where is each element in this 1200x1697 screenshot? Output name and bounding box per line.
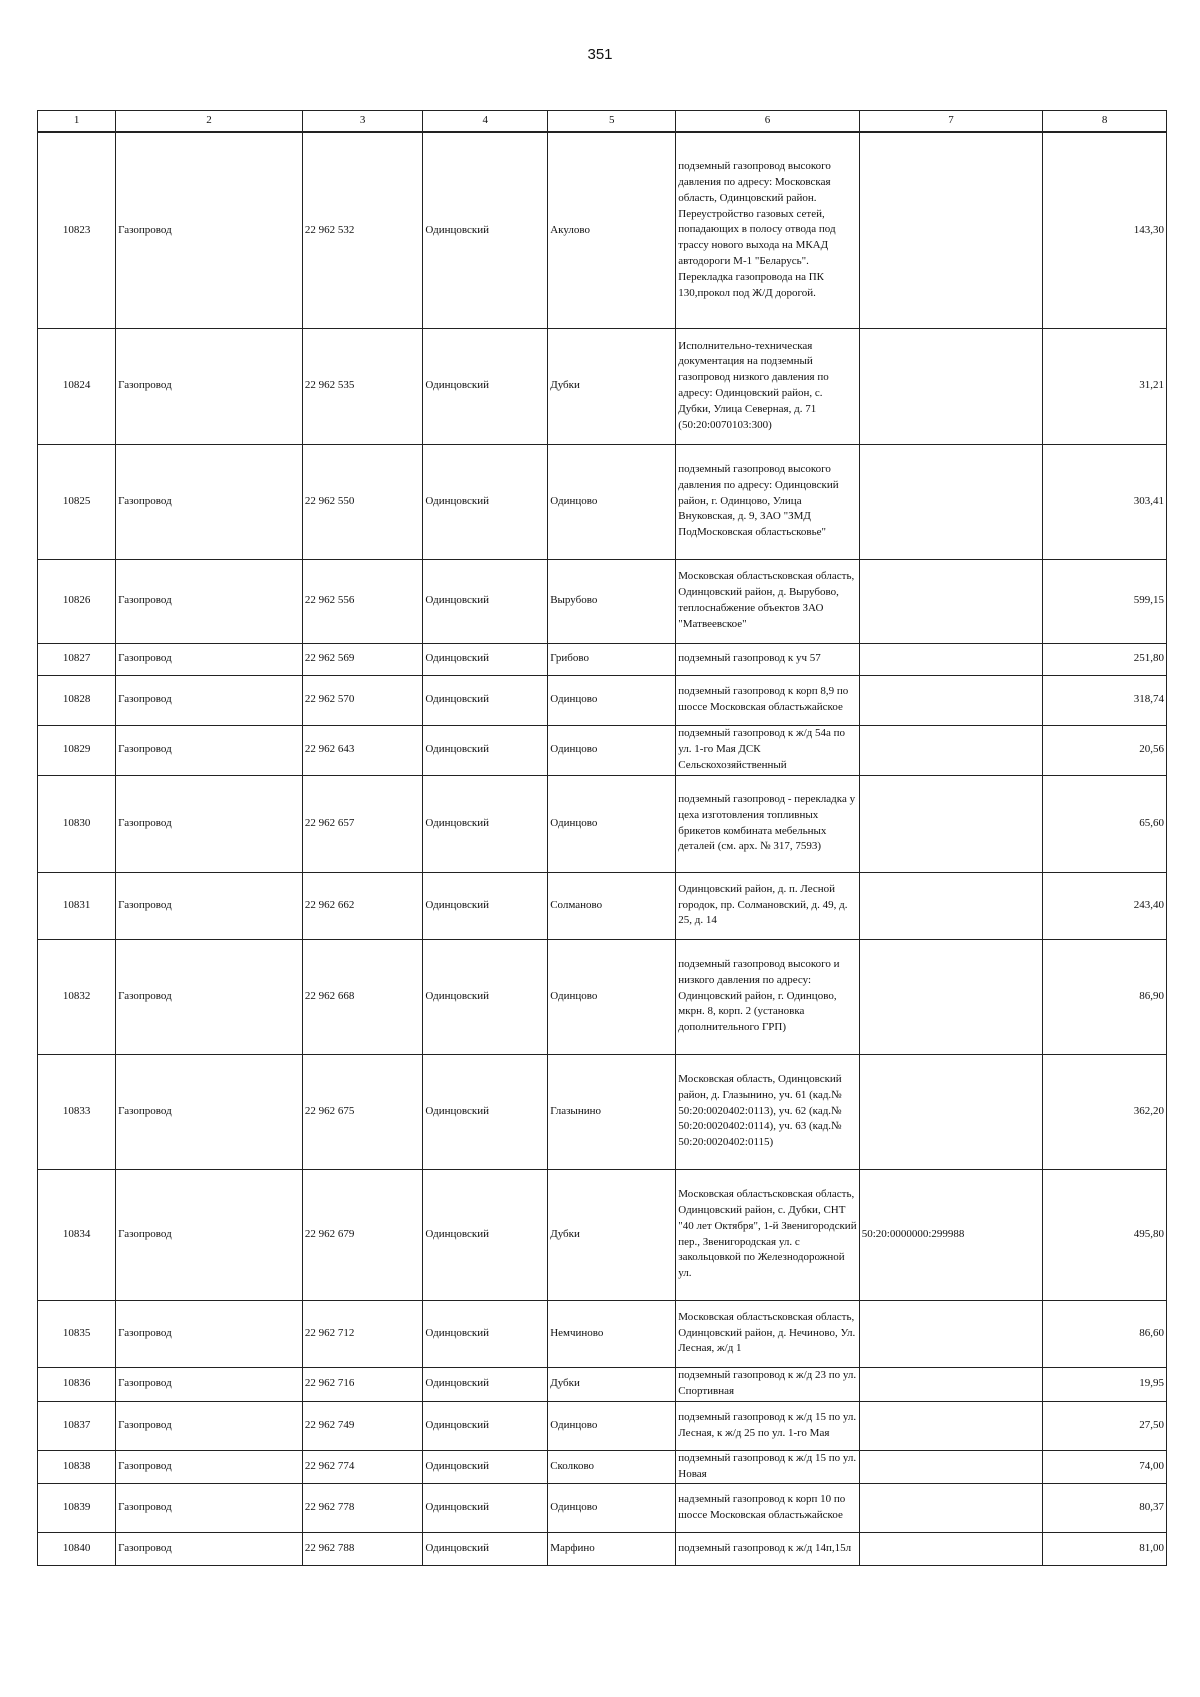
district: Одинцовский [423,1401,548,1450]
column-header: 4 [423,111,548,133]
cadastral-number [859,1367,1042,1401]
description: Московская область, Одинцовский район, д. Глазынино, уч. 61 (кад.№ 50:20:0020402:0113), уч. 62 (кад.№ 50:20:0020402:0114), уч. 63 (кад.№ 50:20:0020402:0115) [676,1054,859,1169]
locality: Дубки [548,1367,676,1401]
table-row [38,1532,1167,1565]
object-type: Газопровод [116,725,303,775]
cadastral-number [859,1532,1042,1565]
page-number: 351 [587,46,613,63]
row-number: 10835 [38,1300,116,1367]
length-value: 362,20 [1043,1054,1167,1169]
length-value: 19,95 [1043,1367,1167,1401]
district: Одинцовский [423,132,548,328]
description: подземный газопровод высокого давления по адресу: Московская область, Одинцовский район. Переустройство газовых сетей, попадающих в полосу отвода под трассу нового выхода на МКАД автодороги М-1 "Беларусь". Перекладка газопровода на ПК 130,прокол под Ж/Д дорогой. [676,132,859,328]
locality: Одинцово [548,775,676,872]
row-number: 10838 [38,1450,116,1483]
locality: Одинцово [548,939,676,1054]
object-type: Газопровод [116,1300,303,1367]
row-number: 10836 [38,1367,116,1401]
description: подземный газопровод к ж/д 15 по ул. Лесная, к ж/д 25 по ул. 1-го Мая [676,1401,859,1450]
length-value: 65,60 [1043,775,1167,872]
object-type: Газопровод [116,643,303,675]
row-number: 10834 [38,1169,116,1300]
description: Московская областьсковская область, Одинцовский район, с. Дубки, СНТ "40 лет Октября", 1-й Звенигородский пер., Звенигородская ул. с закольцовкой по Железнодорожной ул. [676,1169,859,1300]
object-code: 22 962 749 [302,1401,422,1450]
district: Одинцовский [423,1300,548,1367]
length-value: 318,74 [1043,675,1167,725]
row-number: 10824 [38,328,116,444]
description: Московская областьсковская область, Одинцовский район, д. Нечиново, Ул. Лесная, ж/д 1 [676,1300,859,1367]
district: Одинцовский [423,725,548,775]
table-row [38,1300,1167,1367]
table-row [38,1054,1167,1169]
object-type: Газопровод [116,1532,303,1565]
object-type: Газопровод [116,1401,303,1450]
header-row [38,111,1167,133]
locality: Одинцово [548,675,676,725]
length-value: 251,80 [1043,643,1167,675]
object-type: Газопровод [116,328,303,444]
locality: Вырубово [548,559,676,643]
cadastral-number [859,1300,1042,1367]
length-value: 31,21 [1043,328,1167,444]
row-number: 10839 [38,1483,116,1532]
row-number: 10831 [38,872,116,939]
object-code: 22 962 788 [302,1532,422,1565]
object-type: Газопровод [116,559,303,643]
column-header: 6 [676,111,859,133]
object-type: Газопровод [116,1450,303,1483]
district: Одинцовский [423,1532,548,1565]
table-row [38,444,1167,559]
cadastral-number [859,775,1042,872]
description: подземный газопровод к ж/д 54а по ул. 1-го Мая ДСК Сельскохозяйственный [676,725,859,775]
description: подземный газопровод высокого давления по адресу: Одинцовский район, г. Одинцово, Улица Внуковская, д. 9, ЗАО "ЗМД ПодМосковская областьсковье" [676,444,859,559]
row-number: 10837 [38,1401,116,1450]
locality: Одинцово [548,1483,676,1532]
district: Одинцовский [423,675,548,725]
cadastral-number [859,939,1042,1054]
district: Одинцовский [423,1054,548,1169]
column-header: 5 [548,111,676,133]
cadastral-number [859,725,1042,775]
object-code: 22 962 532 [302,132,422,328]
description: подземный газопровод к ж/д 14п,15л [676,1532,859,1565]
length-value: 86,60 [1043,1300,1167,1367]
object-type: Газопровод [116,1367,303,1401]
object-type: Газопровод [116,1054,303,1169]
district: Одинцовский [423,1169,548,1300]
description: Московская областьсковская область, Одинцовский район, д. Вырубово, теплоснабжение объектов ЗАО "Матвеевское" [676,559,859,643]
length-value: 495,80 [1043,1169,1167,1300]
length-value: 86,90 [1043,939,1167,1054]
table-row [38,328,1167,444]
length-value: 243,40 [1043,872,1167,939]
object-code: 22 962 569 [302,643,422,675]
object-code: 22 962 657 [302,775,422,872]
table-row [38,1367,1167,1401]
description: надземный газопровод к корп 10 по шоссе Московская областьжайское [676,1483,859,1532]
locality: Грибово [548,643,676,675]
table-row [38,643,1167,675]
cadastral-number [859,675,1042,725]
row-number: 10825 [38,444,116,559]
object-code: 22 962 550 [302,444,422,559]
locality: Дубки [548,1169,676,1300]
table-row [38,725,1167,775]
object-type: Газопровод [116,872,303,939]
district: Одинцовский [423,1483,548,1532]
row-number: 10833 [38,1054,116,1169]
district: Одинцовский [423,1367,548,1401]
locality: Акулово [548,132,676,328]
table-row [38,939,1167,1054]
object-type: Газопровод [116,1483,303,1532]
table-row [38,775,1167,872]
row-number: 10840 [38,1532,116,1565]
locality: Сколково [548,1450,676,1483]
row-number: 10830 [38,775,116,872]
length-value: 81,00 [1043,1532,1167,1565]
locality: Одинцово [548,725,676,775]
row-number: 10827 [38,643,116,675]
column-header: 7 [859,111,1042,133]
object-code: 22 962 643 [302,725,422,775]
locality: Марфино [548,1532,676,1565]
table-row [38,1450,1167,1483]
description: подземный газопровод - перекладка у цеха изготовления топливных брикетов комбината мебельных деталей (см. арх. № 317, 7593) [676,775,859,872]
cadastral-number [859,1483,1042,1532]
cadastral-number [859,559,1042,643]
cadastral-number [859,872,1042,939]
row-number: 10823 [38,132,116,328]
description: подземный газопровод к корп 8,9 по шоссе Московская областьжайское [676,675,859,725]
object-type: Газопровод [116,444,303,559]
table-row [38,675,1167,725]
district: Одинцовский [423,444,548,559]
length-value: 20,56 [1043,725,1167,775]
locality: Одинцово [548,1401,676,1450]
table-row [38,559,1167,643]
cadastral-number [859,1054,1042,1169]
description: подземный газопровод к ж/д 23 по ул. Спортивная [676,1367,859,1401]
district: Одинцовский [423,939,548,1054]
object-type: Газопровод [116,1169,303,1300]
description: Исполнительно-техническая документация на подземный газопровод низкого давления по адресу: Одинцовский район, с. Дубки, Улица Северная, д. 71 (50:20:0070103:300) [676,328,859,444]
object-code: 22 962 570 [302,675,422,725]
district: Одинцовский [423,559,548,643]
cadastral-number [859,132,1042,328]
table-row [38,1401,1167,1450]
locality: Солманово [548,872,676,939]
locality: Немчиново [548,1300,676,1367]
object-type: Газопровод [116,132,303,328]
description: подземный газопровод высокого и низкого давления по адресу: Одинцовский район, г. Одинцово, мкрн. 8, корп. 2 (установка дополнительного ГРП) [676,939,859,1054]
object-code: 22 962 712 [302,1300,422,1367]
column-header: 8 [1043,111,1167,133]
cadastral-number: 50:20:0000000:299988 [859,1169,1042,1300]
row-number: 10826 [38,559,116,643]
length-value: 27,50 [1043,1401,1167,1450]
table-row [38,1169,1167,1300]
column-header: 2 [116,111,303,133]
district: Одинцовский [423,328,548,444]
district: Одинцовский [423,775,548,872]
object-code: 22 962 774 [302,1450,422,1483]
length-value: 74,00 [1043,1450,1167,1483]
district: Одинцовский [423,643,548,675]
district: Одинцовский [423,1450,548,1483]
locality: Глазынино [548,1054,676,1169]
registry-table [37,110,1167,1566]
cadastral-number [859,1450,1042,1483]
description: Одинцовский район, д. п. Лесной городок, пр. Солмановский, д. 49, д. 25, д. 14 [676,872,859,939]
length-value: 143,30 [1043,132,1167,328]
object-code: 22 962 716 [302,1367,422,1401]
object-code: 22 962 668 [302,939,422,1054]
object-type: Газопровод [116,939,303,1054]
length-value: 303,41 [1043,444,1167,559]
description: подземный газопровод к ж/д 15 по ул. Новая [676,1450,859,1483]
table-row [38,132,1167,328]
description: подземный газопровод к уч 57 [676,643,859,675]
cadastral-number [859,328,1042,444]
object-type: Газопровод [116,775,303,872]
table-row [38,872,1167,939]
cadastral-number [859,1401,1042,1450]
table-row [38,1483,1167,1532]
row-number: 10829 [38,725,116,775]
row-number: 10828 [38,675,116,725]
object-code: 22 962 662 [302,872,422,939]
object-code: 22 962 556 [302,559,422,643]
row-number: 10832 [38,939,116,1054]
cadastral-number [859,643,1042,675]
object-code: 22 962 675 [302,1054,422,1169]
locality: Одинцово [548,444,676,559]
column-header: 1 [38,111,116,133]
object-code: 22 962 679 [302,1169,422,1300]
length-value: 599,15 [1043,559,1167,643]
district: Одинцовский [423,872,548,939]
object-type: Газопровод [116,675,303,725]
locality: Дубки [548,328,676,444]
object-code: 22 962 778 [302,1483,422,1532]
column-header: 3 [302,111,422,133]
length-value: 80,37 [1043,1483,1167,1532]
object-code: 22 962 535 [302,328,422,444]
cadastral-number [859,444,1042,559]
